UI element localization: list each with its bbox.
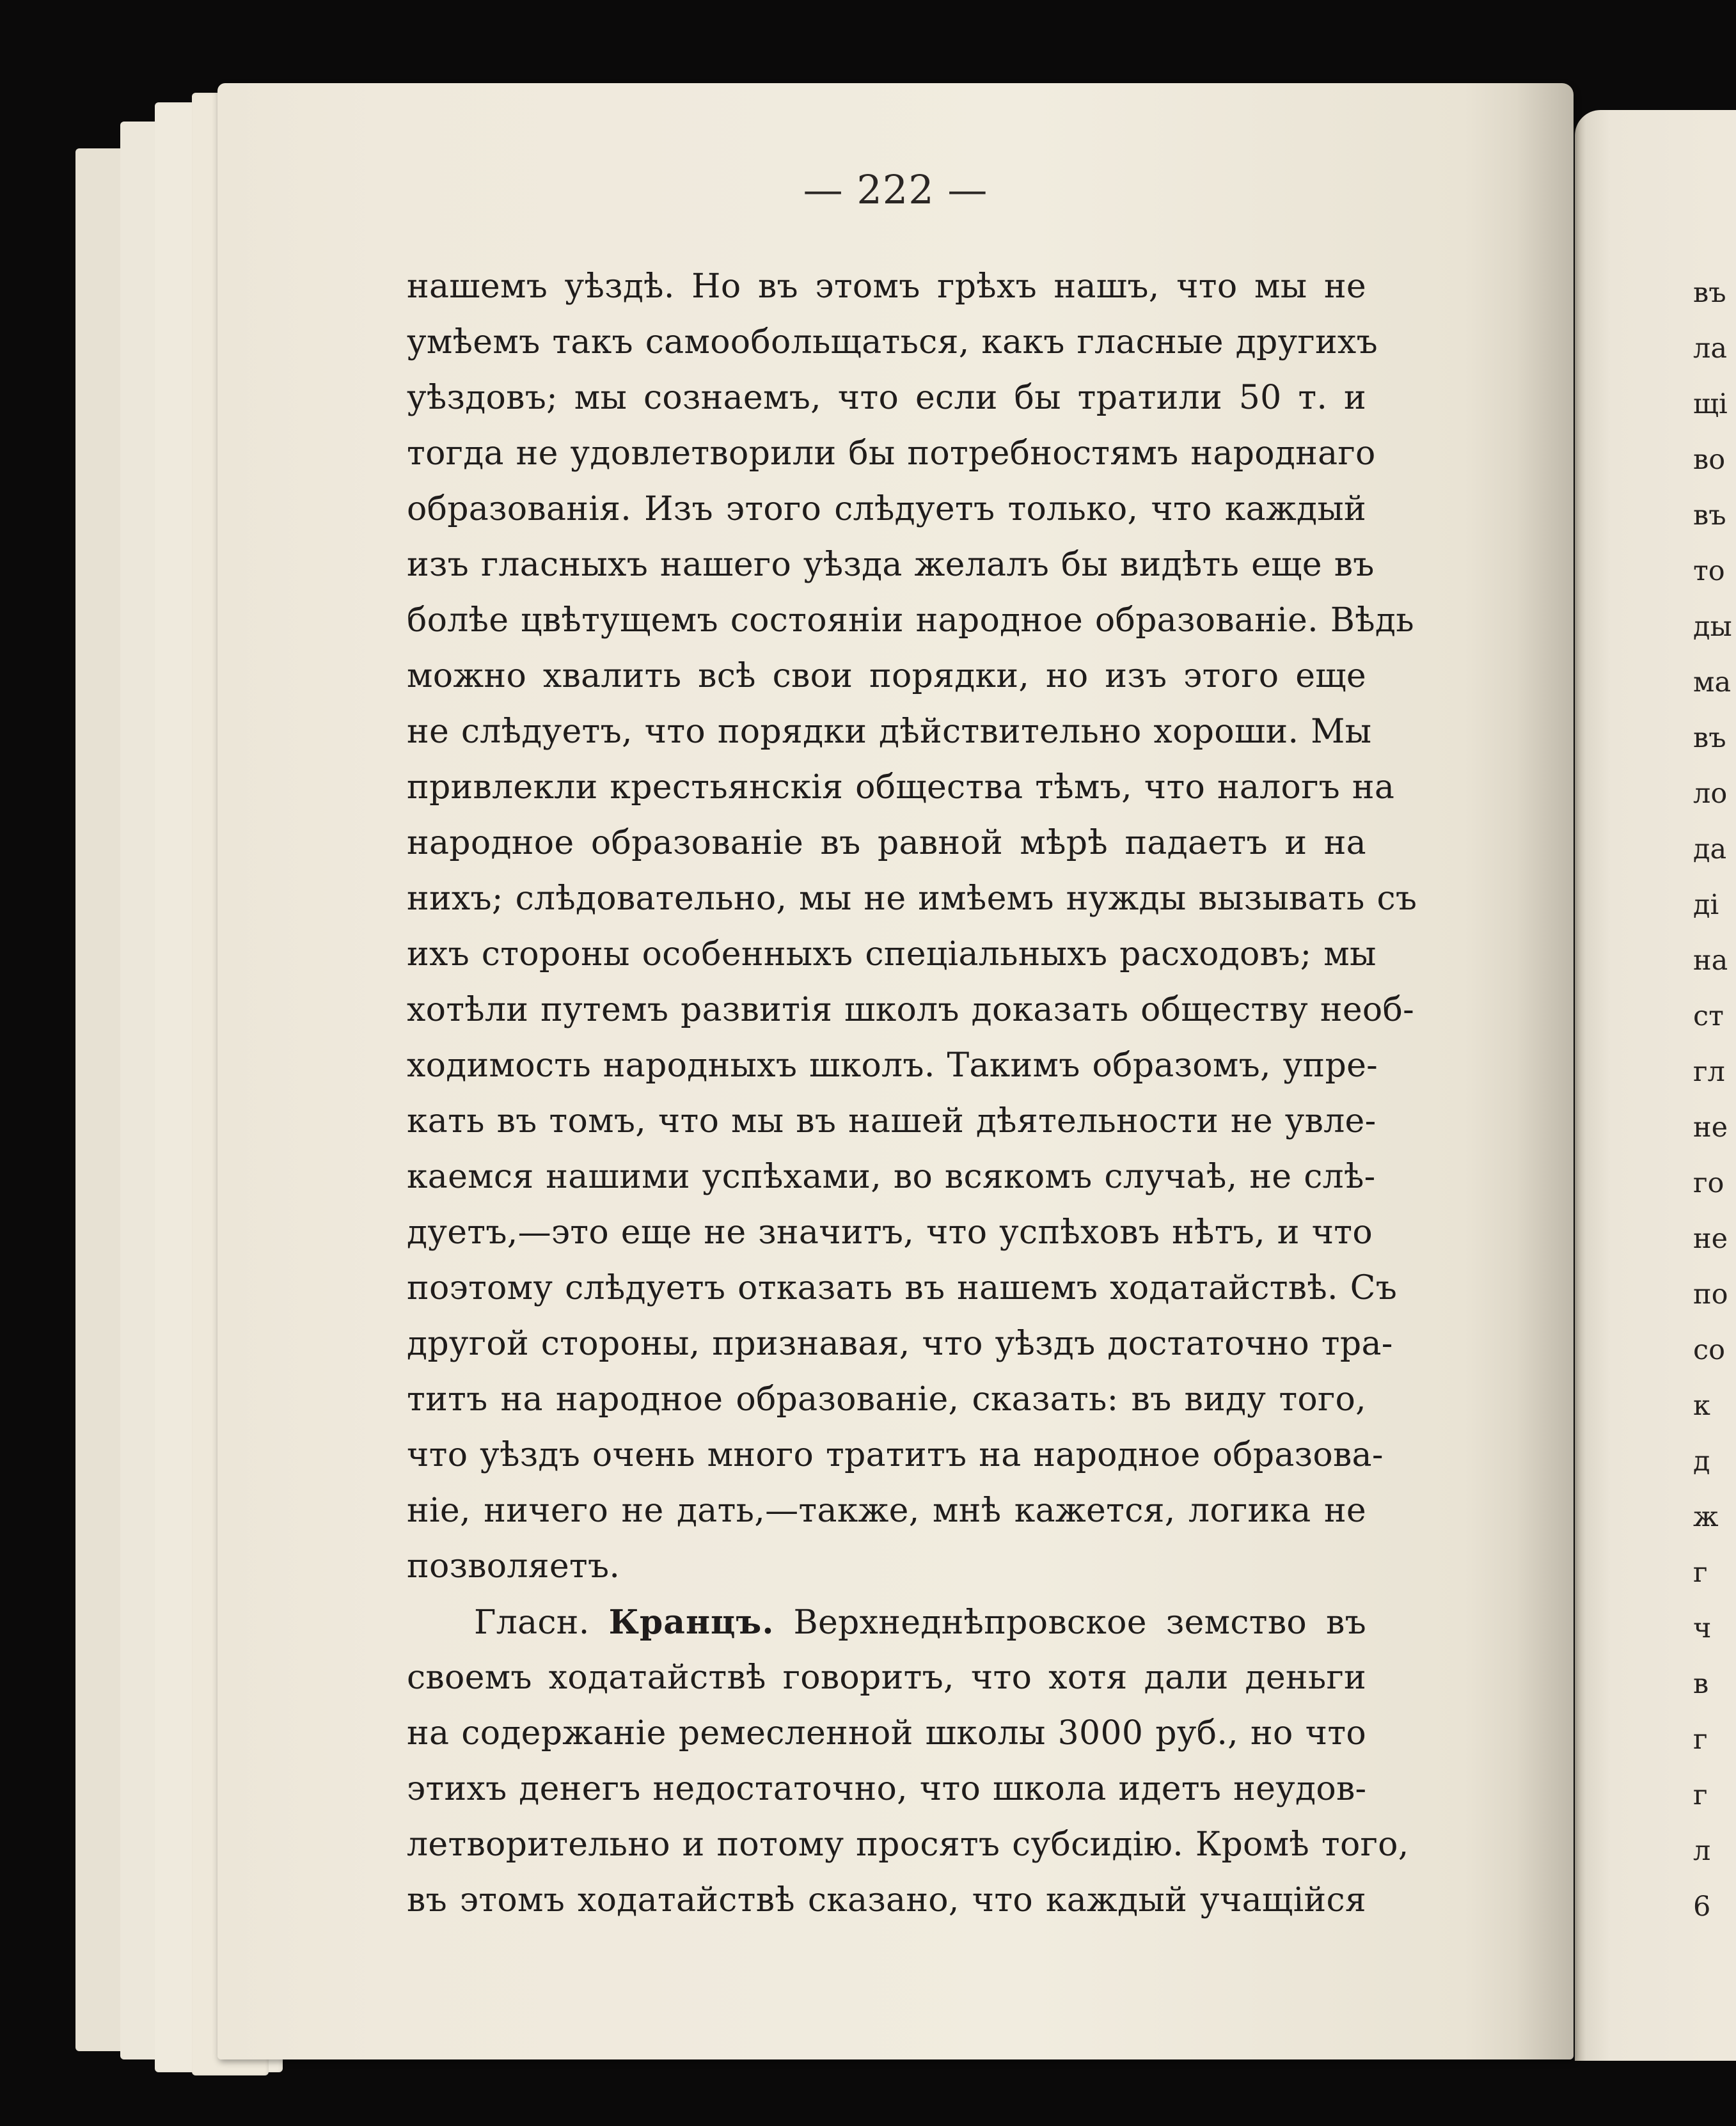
- text-line: своемъ ходатайствѣ говоритъ, что хотя дали деньги: [407, 1658, 1366, 1697]
- facing-page-fragment: гл: [1693, 1056, 1725, 1088]
- facing-page-fragment: г: [1693, 1779, 1708, 1811]
- facing-page-fragment: со: [1693, 1334, 1725, 1366]
- facing-page-fragment: то: [1693, 555, 1725, 587]
- paragraph-first-line: [407, 1594, 1366, 1650]
- facing-page-fragment: в: [1693, 1668, 1709, 1700]
- facing-page-fragment: л: [1693, 1835, 1711, 1867]
- text-line: кать въ томъ, что мы въ нашей дѣятельности не увле-: [407, 1102, 1377, 1140]
- speaker-prefix: Гласн.: [474, 1603, 590, 1642]
- text-line: ихъ стороны особенныхъ спеціальныхъ расходовъ; мы: [407, 935, 1377, 973]
- facing-page-fragment: 6: [1693, 1891, 1711, 1923]
- text-fragment: Верхнеднѣпровское земство въ: [793, 1603, 1366, 1642]
- text-line: можно хвалить всѣ свои порядки, но изъ этого еще: [407, 657, 1366, 695]
- text-line: ніе, ничего не дать,—также, мнѣ кажется, логика не: [407, 1492, 1366, 1530]
- text-line: тогда не удовлетворили бы потребностямъ народнаго: [407, 434, 1376, 473]
- text-line: этихъ денегъ недостаточно, что школа идетъ неудов-: [407, 1770, 1367, 1808]
- facing-page-fragment: не: [1693, 1223, 1728, 1255]
- facing-page-fragment: въ: [1693, 500, 1726, 532]
- facing-page-fragment: ло: [1693, 778, 1728, 810]
- page-text: [407, 259, 1417, 1928]
- facing-page-fragment: да: [1693, 833, 1727, 865]
- text-line: привлекли крестьянскія общества тѣмъ, что налогъ на: [407, 768, 1395, 807]
- facing-page-fragment: ма: [1693, 666, 1732, 698]
- text-line: болѣе цвѣтущемъ состояніи народное образованіе. Вѣдь: [407, 601, 1414, 640]
- facing-page-fragment: ст: [1693, 1000, 1724, 1032]
- facing-page-fragment: въ: [1693, 277, 1726, 309]
- facing-page-fragment: го: [1693, 1167, 1724, 1199]
- page-number: — 222 —: [803, 166, 988, 213]
- facing-page-fragment: щі: [1693, 388, 1728, 420]
- facing-page-fragment: ла: [1693, 333, 1727, 365]
- text-line: каемся нашими успѣхами, во всякомъ случаѣ, не слѣ-: [407, 1158, 1376, 1196]
- text-line: нихъ; слѣдовательно, мы не имѣемъ нужды вызывать съ: [407, 879, 1417, 918]
- facing-page-fragment: не: [1693, 1112, 1728, 1144]
- text-line: на содержаніе ремесленной школы 3000 руб., но что: [407, 1714, 1366, 1752]
- text-line: изъ гласныхъ нашего уѣзда желалъ бы видѣть еще въ: [407, 546, 1375, 584]
- facing-page-fragment: ды: [1693, 611, 1732, 643]
- facing-page-fragment: г: [1693, 1724, 1708, 1756]
- text-line: позволяетъ.: [407, 1547, 620, 1586]
- facing-page-fragment: на: [1693, 945, 1728, 977]
- text-line: уѣздовъ; мы сознаемъ, что если бы тратили 50 т. и: [407, 379, 1366, 417]
- facing-page-fragment: г: [1693, 1557, 1708, 1589]
- text-line: титъ на народное образованіе, сказать: въ виду того,: [407, 1380, 1366, 1419]
- text-line: въ этомъ ходатайствѣ сказано, что каждый учащійся: [407, 1881, 1366, 1919]
- facing-page-fragment: во: [1693, 444, 1726, 476]
- text-line: ходимость народныхъ школъ. Такимъ образомъ, упре-: [407, 1046, 1378, 1085]
- facing-page-fragment: ді: [1693, 889, 1719, 921]
- text-line: умѣемъ такъ самообольщаться, какъ гласные другихъ: [407, 323, 1378, 361]
- text-line: не слѣдуетъ, что порядки дѣйствительно хороши. Мы: [407, 713, 1372, 751]
- gutter-shadow: [1516, 83, 1574, 2059]
- facing-page-fragment: ч: [1693, 1612, 1712, 1644]
- speaker-name: Кранцъ.: [608, 1603, 775, 1642]
- text-line: народное образованіе въ равной мѣрѣ падаетъ и на: [407, 824, 1366, 862]
- text-line: образованія. Изъ этого слѣдуетъ только, что каждый: [407, 490, 1366, 528]
- text-line: хотѣли путемъ развитія школъ доказать обществу необ-: [407, 991, 1414, 1029]
- facing-page-fragment: д: [1693, 1445, 1710, 1477]
- facing-page-fragment: въ: [1693, 722, 1726, 754]
- text-line: летворительно и потому просятъ субсидію. Кромѣ того,: [407, 1825, 1409, 1864]
- book-page: [217, 83, 1574, 2059]
- text-line: другой стороны, признавая, что уѣздъ достаточно тра-: [407, 1325, 1393, 1363]
- text-line: что уѣздъ очень много тратитъ на народное образова-: [407, 1436, 1384, 1474]
- text-line: поэтому слѣдуетъ отказать въ нашемъ ходатайствѣ. Съ: [407, 1269, 1398, 1307]
- facing-page-fragment: ж: [1693, 1501, 1719, 1533]
- facing-page-fragment: к: [1693, 1390, 1710, 1422]
- facing-page-fragment: по: [1693, 1279, 1728, 1311]
- text-line: дуетъ,—это еще не значитъ, что успѣховъ нѣтъ, и что: [407, 1213, 1373, 1252]
- text-line: нашемъ уѣздѣ. Но въ этомъ грѣхъ нашъ, что мы не: [407, 267, 1366, 306]
- facing-page: [1575, 110, 1736, 2061]
